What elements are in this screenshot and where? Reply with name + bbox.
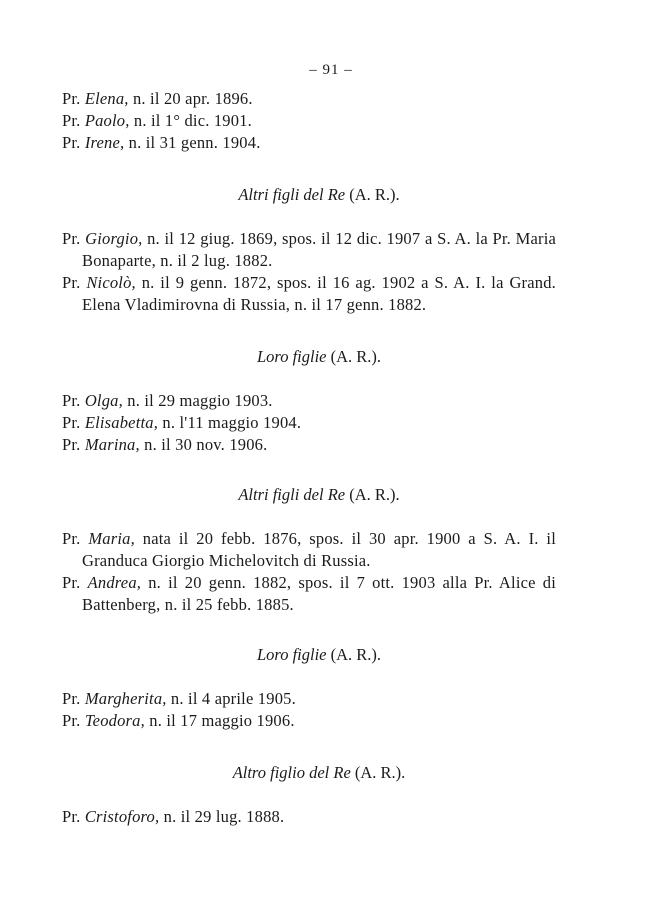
page-number: – 91 – bbox=[309, 62, 353, 78]
section-heading-altri-figli bbox=[62, 484, 556, 506]
entry-prefix: Pr. bbox=[62, 413, 85, 432]
entry-details: n. il 20 genn. 1882, spos. il 7 ott. 1903 alla Pr. Alice di Battenberg, n. il 25 febb. 1885. bbox=[82, 573, 557, 614]
entry-name: Giorgio, bbox=[85, 229, 143, 248]
group-loro-figlie-list bbox=[62, 688, 556, 732]
entry-cristoforo bbox=[62, 806, 556, 828]
entry-prefix: Pr. bbox=[62, 229, 86, 248]
entry-elena bbox=[62, 88, 556, 110]
entry-details: n. il 17 maggio 1906. bbox=[144, 711, 295, 730]
entry-prefix: Pr. bbox=[62, 111, 85, 130]
section-heading-altro-figlio bbox=[62, 762, 556, 784]
entry-details: n. il 12 giug. 1869, spos. il 12 dic. 1907 a S. A. la Pr. Maria Bonaparte, n. il 2 lug. 1882. bbox=[82, 229, 556, 270]
entry-details: n. il 20 apr. 1896. bbox=[128, 89, 253, 108]
entry-prefix: Pr. bbox=[62, 273, 87, 292]
entry-prefix: Pr. bbox=[62, 807, 85, 826]
genealogy-list bbox=[62, 88, 556, 828]
heading-suffix: (A. R.). bbox=[326, 645, 382, 664]
heading-italic: Altri figli del Re bbox=[238, 185, 346, 204]
entry-olga bbox=[62, 390, 556, 412]
entry-andrea bbox=[62, 572, 556, 616]
entry-details: n. il 30 nov. 1906. bbox=[139, 435, 268, 454]
entry-margherita bbox=[62, 688, 556, 710]
entry-details: n. il 31 genn. 1904. bbox=[124, 133, 261, 152]
group-children-list bbox=[62, 88, 556, 154]
entry-name: Nicolò, bbox=[86, 273, 136, 292]
entry-name: Cristoforo, bbox=[84, 807, 160, 826]
entry-name: Irene, bbox=[84, 133, 125, 152]
entry-name: Teodora, bbox=[84, 711, 145, 730]
entry-name: Margherita, bbox=[84, 689, 167, 708]
entry-prefix: Pr. bbox=[62, 573, 88, 592]
entry-name: Andrea, bbox=[87, 573, 142, 592]
group-altri-figli-list bbox=[62, 528, 556, 616]
entry-name: Elena, bbox=[84, 89, 129, 108]
heading-italic: Loro figlie bbox=[256, 347, 327, 366]
entry-prefix: Pr. bbox=[62, 89, 85, 108]
heading-suffix: (A. R.). bbox=[326, 347, 382, 366]
entry-details: n. l'11 maggio 1904. bbox=[158, 413, 302, 432]
entry-details: n. il 4 aprile 1905. bbox=[166, 689, 296, 708]
entry-prefix: Pr. bbox=[62, 689, 85, 708]
heading-italic: Altri figli del Re bbox=[238, 485, 346, 504]
heading-suffix: (A. R.). bbox=[350, 763, 406, 782]
entry-details: n. il 9 genn. 1872, spos. il 16 ag. 1902 a S. A. I. la Grand. Elena Vladimirovna di Russia, n. il 17 genn. 1882. bbox=[82, 273, 556, 314]
entry-maria bbox=[62, 528, 556, 572]
entry-giorgio bbox=[62, 228, 556, 272]
entry-details: n. il 29 maggio 1903. bbox=[122, 391, 273, 410]
entry-name: Olga, bbox=[84, 391, 123, 410]
section-heading-loro-figlie bbox=[62, 346, 556, 368]
entry-prefix: Pr. bbox=[62, 711, 85, 730]
entry-prefix: Pr. bbox=[62, 133, 85, 152]
entry-details: n. il 1° dic. 1901. bbox=[129, 111, 252, 130]
entry-name: Marina, bbox=[84, 435, 140, 454]
entry-irene bbox=[62, 132, 556, 154]
group-loro-figlie-list bbox=[62, 390, 556, 456]
entry-marina bbox=[62, 434, 556, 456]
entry-name: Maria, bbox=[88, 529, 135, 548]
entry-teodora bbox=[62, 710, 556, 732]
entry-details: n. il 29 lug. 1888. bbox=[159, 807, 285, 826]
heading-suffix: (A. R.). bbox=[345, 485, 400, 504]
entry-prefix: Pr. bbox=[62, 435, 85, 454]
group-altri-figli-list bbox=[62, 228, 556, 316]
entry-name: Paolo, bbox=[84, 111, 130, 130]
entry-prefix: Pr. bbox=[62, 529, 89, 548]
entry-prefix: Pr. bbox=[62, 391, 85, 410]
entry-elisabetta bbox=[62, 412, 556, 434]
section-heading-altri-figli bbox=[62, 184, 556, 206]
entry-paolo bbox=[62, 110, 556, 132]
entry-name: Elisabetta, bbox=[84, 413, 159, 432]
group-altro-figlio-list bbox=[62, 806, 556, 828]
heading-italic: Altro figlio del Re bbox=[232, 763, 351, 782]
heading-suffix: (A. R.). bbox=[345, 185, 400, 204]
entry-details: nata il 20 febb. 1876, spos. il 30 apr. 1900 a S. A. I. il Granduca Giorgio Michelovitch di Russia. bbox=[82, 529, 556, 570]
entry-nicolo bbox=[62, 272, 556, 316]
section-heading-loro-figlie bbox=[62, 644, 556, 666]
heading-italic: Loro figlie bbox=[256, 645, 327, 664]
